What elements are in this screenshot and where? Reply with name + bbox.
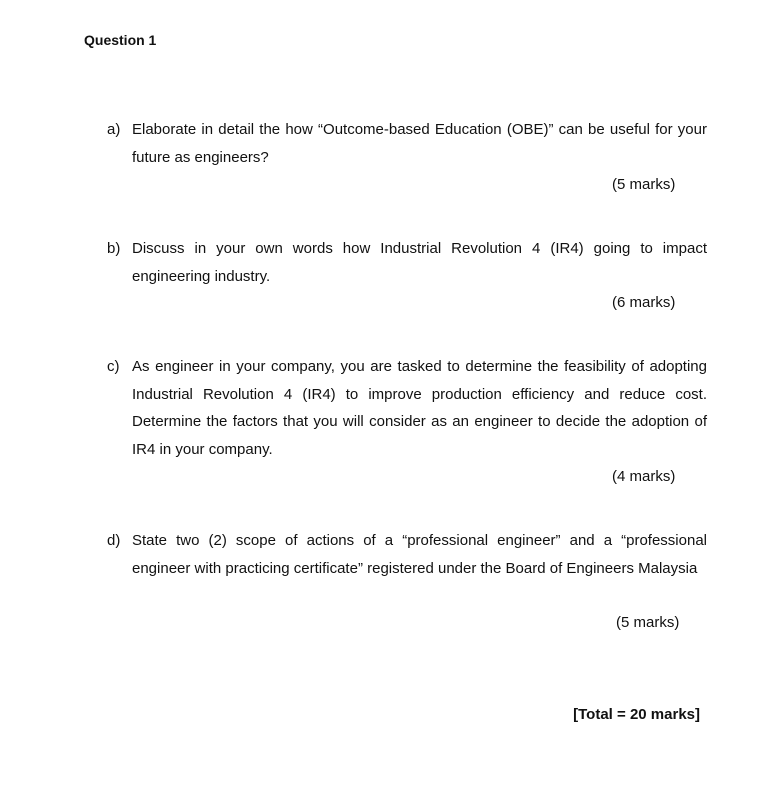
question-label: a) — [107, 121, 121, 138]
question-label: d) — [107, 532, 121, 549]
question-c-marks: (4 marks) — [612, 468, 676, 485]
question-text: Elaborate in detail the how “Outcome-based Education (OBE)” can be useful for your future as engineers? — [132, 121, 707, 166]
question-a — [107, 116, 707, 171]
question-text: State two (2) scope of actions of a “professional engineer” and a “professional engineer with practicing certificate” registered under the Board of Engineers Malaysia — [132, 532, 707, 577]
question-heading: Question 1 — [84, 32, 157, 48]
question-label: c) — [107, 358, 120, 375]
question-text: As engineer in your company, you are tasked to determine the feasibility of adopting Industrial Revolution 4 (IR4) to improve production efficiency and reduce cost. Determine the factors that you will consider as an engineer to decide the adoption of IR4 in your company. — [132, 358, 707, 458]
question-b — [107, 235, 707, 290]
question-d — [107, 527, 707, 582]
question-d-marks: (5 marks) — [616, 614, 680, 631]
question-label: b) — [107, 240, 121, 257]
question-a-marks: (5 marks) — [612, 176, 676, 193]
total-marks: [Total = 20 marks] — [573, 706, 700, 723]
question-c — [107, 353, 707, 463]
question-b-marks: (6 marks) — [612, 294, 676, 311]
question-text: Discuss in your own words how Industrial Revolution 4 (IR4) going to impact engineering industry. — [132, 240, 707, 285]
